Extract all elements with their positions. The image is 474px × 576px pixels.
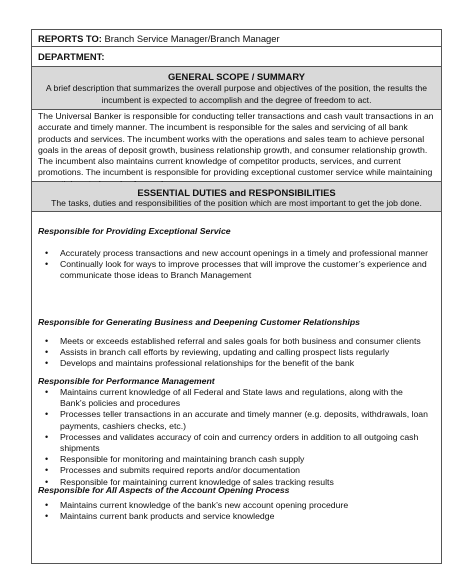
general-scope-subtitle: A brief description that summarizes the overall purpose and objectives of the position, the results the incumbent is expected to accomplish and the degree of freedom to act.: [45, 83, 428, 105]
duty-group-list: [38, 336, 431, 370]
general-scope-body: The Universal Banker is responsible for conducting teller transactions and cash vault transactions in an accurate and timely manner. The incumbent is responsible for the sales and servicing of all bank products and services. The incumbent works with the operations and sales team to achieve personal goals in the areas of deposit growth, business relationship growth, and consumer relationship growth. The incumbent also maintains current knowledge of competitor products, services, and current promotions. The incumbent is responsible for providing exceptional customer service while maintaining: [38, 111, 434, 178]
list-item: • Responsible for monitoring and maintaining branch cash supply: [38, 454, 431, 465]
duties-title: ESSENTIAL DUTIES and RESPONSIBILITIES: [137, 187, 336, 198]
list-item: • Accurately process transactions and new account openings in a timely and professional manner: [38, 248, 431, 259]
reports-to: [38, 33, 280, 44]
duties-body: [32, 212, 441, 565]
duty-group-heading: Responsible for All Aspects of the Account Opening Process: [38, 485, 290, 495]
general-scope-body-row: [32, 110, 441, 182]
list-item: • Maintains current knowledge of the bank’s new account opening procedure: [38, 500, 431, 511]
reports-to-label: REPORTS TO:: [38, 33, 102, 44]
department-row: [32, 47, 441, 67]
list-item: • Processes and submits required reports and/or documentation: [38, 465, 431, 476]
job-description-document: [31, 29, 442, 564]
duty-group-list: [38, 500, 431, 522]
duty-group-list: [38, 387, 431, 488]
list-item: • Processes teller transactions in an accurate and timely manner (e.g. deposits, withdrawals, loan payments, cashiers checks, etc.): [38, 409, 431, 431]
department-label: DEPARTMENT:: [38, 51, 105, 62]
duties-subtitle: The tasks, duties and responsibilities of the position which are most important to get the job done.: [51, 198, 422, 208]
list-item: • Responsible for maintaining current knowledge of sales tracking results: [38, 477, 431, 488]
duty-group-list: [38, 248, 431, 282]
list-item: • Processes and validates accuracy of coin and currency orders in addition to all outgoing cash shipments: [38, 432, 431, 454]
duty-group-heading: Responsible for Providing Exceptional Service: [38, 226, 231, 236]
general-scope-header: [32, 67, 441, 110]
duties-header: [32, 182, 441, 212]
list-item: • Maintains current bank products and service knowledge: [38, 511, 431, 522]
duty-group-heading: Responsible for Generating Business and Deepening Customer Relationships: [38, 317, 360, 327]
reports-to-value: Branch Service Manager/Branch Manager: [104, 33, 280, 44]
list-item: • Meets or exceeds established referral and sales goals for both business and consumer clients: [38, 336, 431, 347]
list-item: • Maintains current knowledge of all Federal and State laws and regulations, along with the Bank’s policies and procedures: [38, 387, 431, 409]
list-item: • Develops and maintains professional relationships for the benefit of the bank: [38, 358, 431, 369]
reports-to-row: [32, 30, 441, 47]
general-scope-title: GENERAL SCOPE / SUMMARY: [168, 71, 305, 82]
list-item: • Assists in branch call efforts by reviewing, updating and calling prospect lists regularly: [38, 347, 431, 358]
duty-group-heading: Responsible for Performance Management: [38, 376, 215, 386]
list-item: • Continually look for ways to improve processes that will improve the customer’s experience and communicate those ideas to Branch Management: [38, 259, 431, 281]
